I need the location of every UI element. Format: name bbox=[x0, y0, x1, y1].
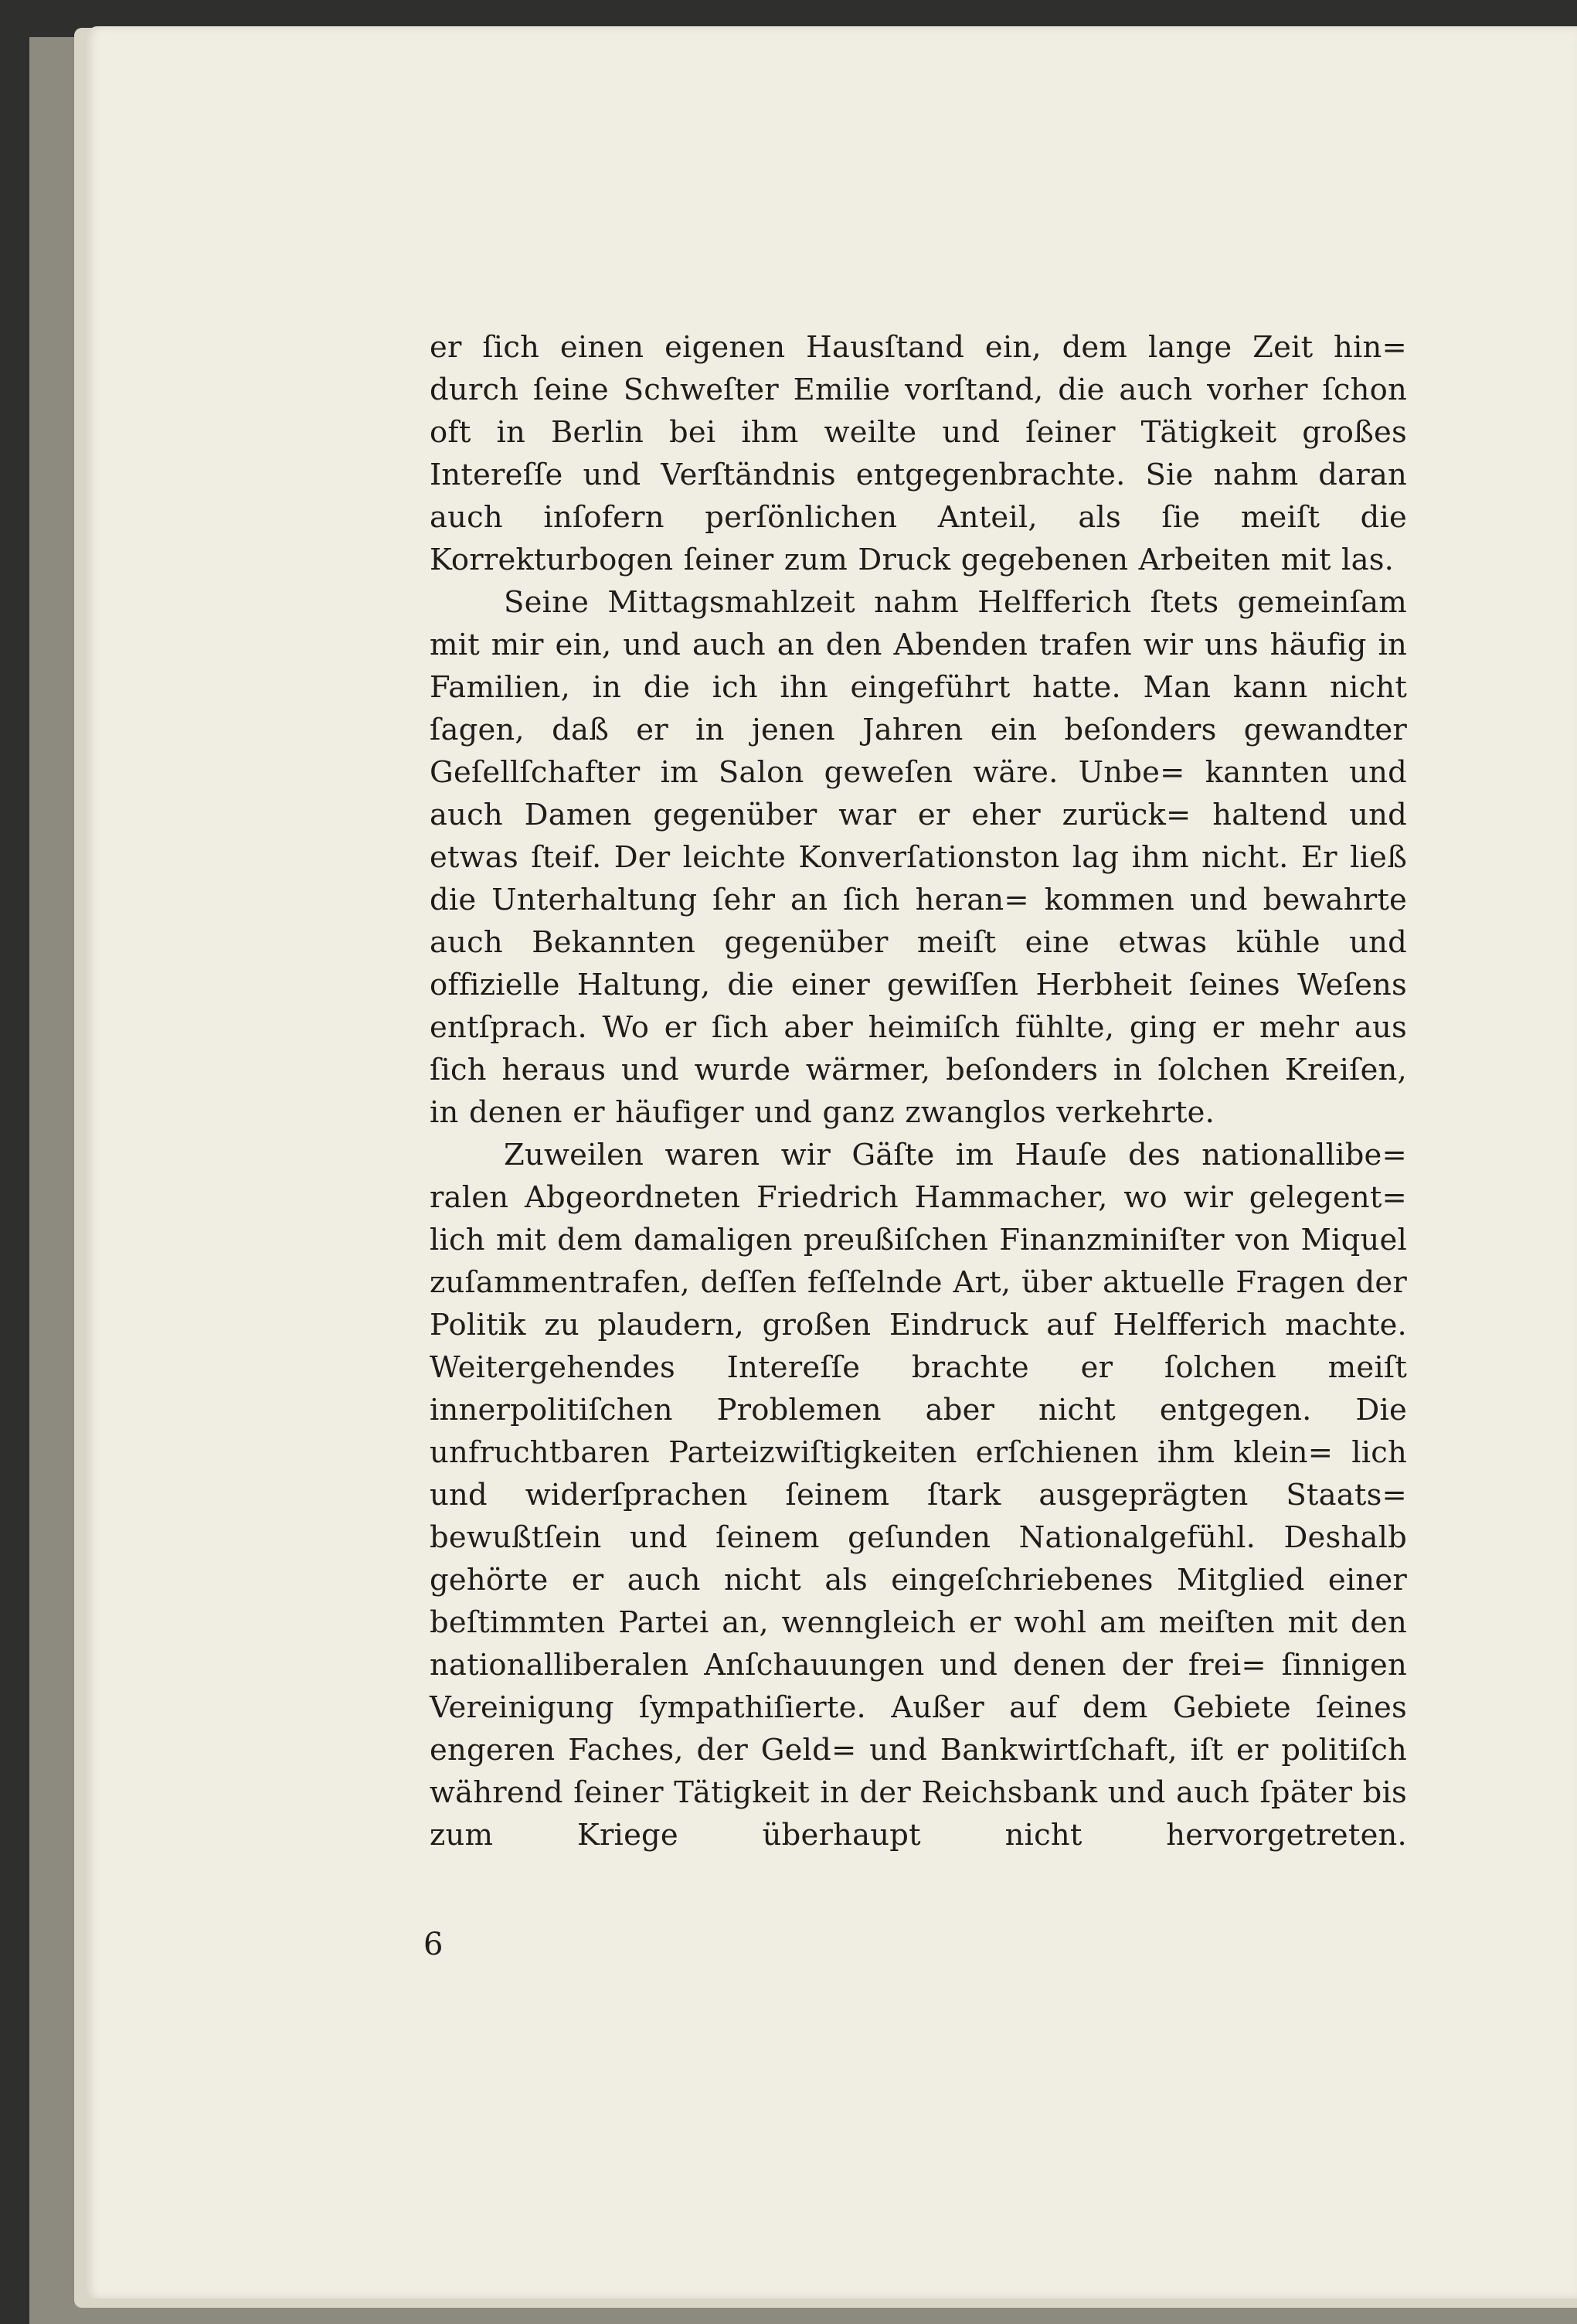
body-text bbox=[430, 326, 1407, 1856]
paragraph-1: er ſich einen eigenen Hausſtand ein, dem lange Zeit hin= durch ſeine Schweſter Emilie vorſtand, die auch vorher ſchon oft in Berlin bei ihm weilte und ſeiner Tätigkeit großes Intereſſe und Verſtändnis entgegenbrachte. Sie nahm daran auch inſofern perſönlichen Anteil, als ſie meiſt die Korrekturbogen ſeiner zum Druck gegebenen Arbeiten mit las. bbox=[430, 330, 1407, 577]
paragraph-3: Zuweilen waren wir Gäſte im Hauſe des nationallibe= ralen Abgeordneten Friedrich Hammacher, wo wir gelegent= lich mit dem damaligen preußiſchen Finanzminiſter von Miquel zuſammentrafen, deſſen feſſelnde Art, über aktuelle Fragen der Politik zu plaudern, großen Eindruck auf Helfferich machte. Weitergehendes Intereſſe brachte er ſolchen meiſt innerpolitiſchen Problemen aber nicht entgegen. Die unfruchtbaren Parteizwiſtigkeiten erſchienen ihm klein= lich und widerſprachen ſeinem ſtark ausgeprägten Staats= bewußtſein und ſeinem geſunden Nationalgefühl. Deshalb gehörte er auch nicht als eingeſchriebenes Mitglied einer beſtimmten Partei an, wenngleich er wohl am meiſten mit den nationalliberalen Anſchauungen und denen der frei= ſinnigen Vereinigung ſympathiſierte. Außer auf dem Gebiete ſeines engeren Faches, der Geld= und Bankwirtſchaft, iſt er politiſch während ſeiner Tätigkeit in der Reichsbank und auch ſpäter bis zum Kriege überhaupt nicht hervorgetreten. bbox=[430, 1138, 1407, 1853]
page-number: 6 bbox=[423, 1927, 444, 1962]
paragraph-2: Seine Mittagsmahlzeit nahm Helfferich ſtets gemeinſam mit mir ein, und auch an den Abenden trafen wir uns häufig in Familien, in die ich ihn eingeführt hatte. Man kann nicht ſagen, daß er in jenen Jahren ein beſonders gewandter Geſellſchafter im Salon geweſen wäre. Unbe= kannten und auch Damen gegenüber war er eher zurück= haltend und etwas ſteif. Der leichte Konverſationston lag ihm nicht. Er ließ die Unterhaltung ſehr an ſich heran= kommen und bewahrte auch Bekannten gegenüber meiſt eine etwas kühle und offizielle Haltung, die einer gewiſſen Herbheit ſeines Weſens entſprach. Wo er ſich aber heimiſch fühlte, ging er mehr aus ſich heraus und wurde wärmer, beſonders in ſolchen Kreiſen, in denen er häufiger und ganz zwanglos verkehrte. bbox=[430, 585, 1407, 1130]
